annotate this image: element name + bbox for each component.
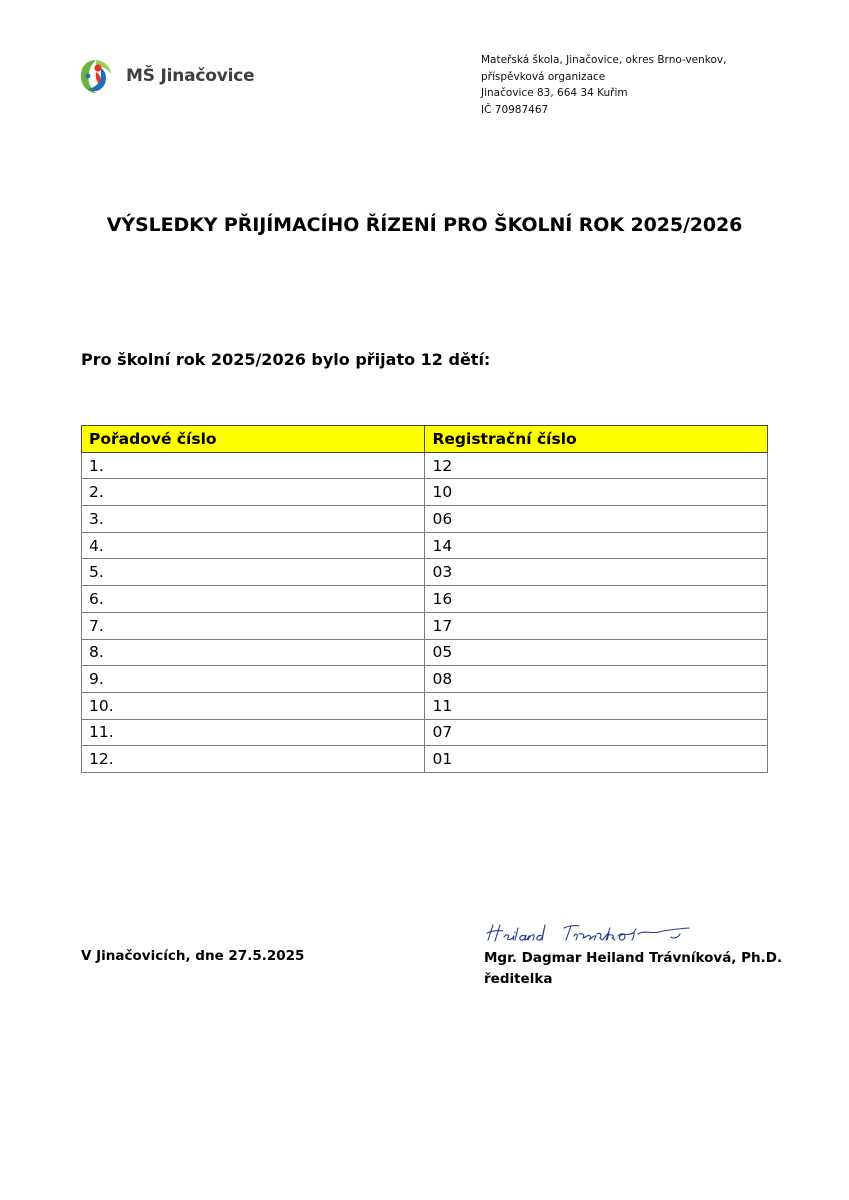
school-address — [481, 52, 726, 118]
table-row — [82, 612, 768, 639]
order-cell: 3. — [82, 506, 425, 533]
column-header-registration: Registrační číslo — [425, 426, 768, 453]
handwritten-signature — [484, 920, 694, 951]
signature-image — [484, 920, 694, 946]
table-row — [82, 639, 768, 666]
signer-role: ředitelka — [484, 971, 553, 987]
registration-cell: 06 — [425, 506, 768, 533]
intro-text: Pro školní rok 2025/2026 bylo přijato 12 dětí: — [81, 350, 491, 369]
order-cell: 5. — [82, 559, 425, 586]
table-header-row — [82, 426, 768, 453]
signer-name: Mgr. Dagmar Heiland Trávníková, Ph.D. — [484, 950, 783, 966]
column-header-order: Pořadové číslo — [82, 426, 425, 453]
registration-cell: 07 — [425, 719, 768, 746]
table-row — [82, 719, 768, 746]
order-cell: 2. — [82, 479, 425, 506]
address-line: IČ 70987467 — [481, 103, 549, 116]
school-logo — [74, 54, 254, 98]
registration-cell: 10 — [425, 479, 768, 506]
registration-cell: 08 — [425, 666, 768, 693]
order-cell: 12. — [82, 746, 425, 773]
address-line: Mateřská škola, Jinačovice, okres Brno-venkov, — [481, 54, 727, 66]
table-row — [82, 479, 768, 506]
document-title: VÝSLEDKY PŘIJÍMACÍHO ŘÍZENÍ PRO ŠKOLNÍ ROK 2025/2026 — [106, 214, 743, 236]
order-cell: 10. — [82, 692, 425, 719]
school-logo-text: MŠ Jinačovice — [126, 66, 255, 86]
table-row — [82, 666, 768, 693]
order-cell: 6. — [82, 586, 425, 613]
table-row — [82, 746, 768, 773]
order-cell: 11. — [82, 719, 425, 746]
registration-cell: 16 — [425, 586, 768, 613]
admission-results-table — [81, 425, 768, 773]
table-row — [82, 692, 768, 719]
table-row — [82, 506, 768, 533]
registration-cell: 11 — [425, 692, 768, 719]
registration-cell: 05 — [425, 639, 768, 666]
order-cell: 1. — [82, 452, 425, 479]
table-row — [82, 586, 768, 613]
table-row — [82, 559, 768, 586]
registration-cell: 17 — [425, 612, 768, 639]
registration-cell: 03 — [425, 559, 768, 586]
place-and-date: V Jinačovicích, dne 27.5.2025 — [81, 948, 305, 964]
order-cell: 9. — [82, 666, 425, 693]
registration-cell: 01 — [425, 746, 768, 773]
order-cell: 4. — [82, 532, 425, 559]
table-body — [82, 452, 768, 772]
address-line: Jinačovice 83, 664 34 Kuřim — [481, 87, 628, 99]
order-cell: 8. — [82, 639, 425, 666]
table-row — [82, 532, 768, 559]
registration-cell: 14 — [425, 532, 768, 559]
school-logo-icon — [74, 54, 118, 98]
table-row — [82, 452, 768, 479]
order-cell: 7. — [82, 612, 425, 639]
registration-cell: 12 — [425, 452, 768, 479]
address-line: příspěvková organizace — [481, 70, 606, 83]
signer-block — [484, 948, 782, 990]
